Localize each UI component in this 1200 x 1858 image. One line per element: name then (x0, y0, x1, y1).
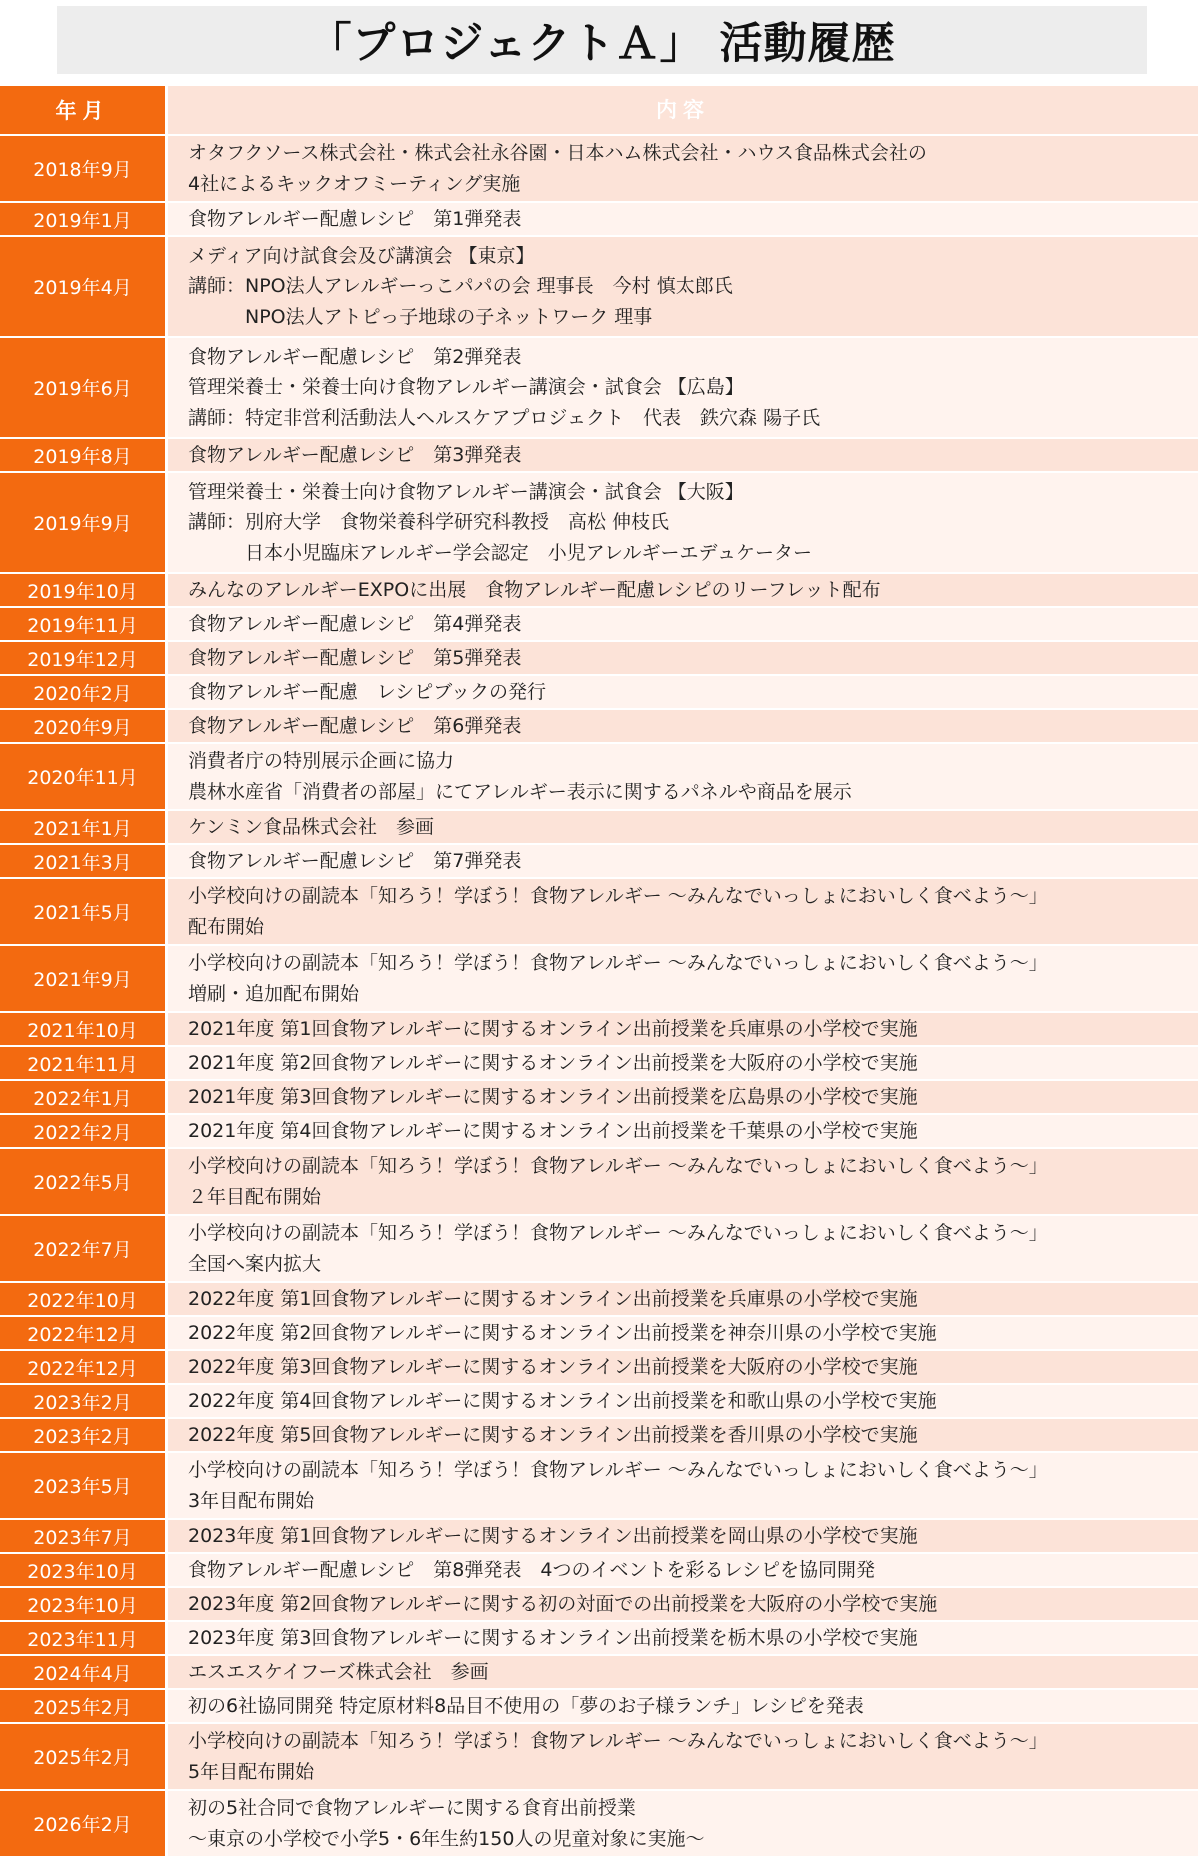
row-content (168, 1081, 1198, 1115)
row-content-line: 5年目配布開始 (188, 1760, 315, 1783)
row-content-line: 2022年度 第5回食物アレルギーに関するオンライン出前授業を香川県の小学校で実施 (188, 1423, 918, 1446)
row-content-line: NPO法人アトピっ子地球の子ネットワーク 理事 (188, 305, 653, 328)
row-date: 2025年2月 (0, 1724, 165, 1791)
row-date: 2022年12月 (0, 1317, 165, 1351)
title-bar (57, 6, 1147, 74)
row-content-line: 2022年度 第2回食物アレルギーに関するオンライン出前授業を神奈川県の小学校で実施 (188, 1321, 937, 1344)
row-content-line: 小学校向けの副読本「知ろう！学ぼう！食物アレルギー ～みんなでいっしょにおいしく食べよう～」 (188, 1730, 1048, 1752)
page-title: 「プロジェクトＡ」 活動履歴 (308, 18, 896, 69)
row-content (168, 1047, 1198, 1081)
row-content (168, 1115, 1198, 1149)
table-row (0, 203, 1200, 237)
row-content-line: 配布開始 (188, 915, 265, 938)
row-content-line: メディア向け試食会及び講演会 【東京】 (188, 244, 535, 267)
table-row (0, 1081, 1200, 1115)
row-date: 2022年10月 (0, 1283, 165, 1317)
row-content (168, 811, 1198, 845)
row-content (168, 1013, 1198, 1047)
row-content-line: 講師：特定非営利活動法人ヘルスケアプロジェクト 代表 鉄穴森 陽子氏 (188, 406, 821, 429)
row-date: 2024年4月 (0, 1656, 165, 1690)
table-row (0, 1554, 1200, 1588)
table-row (0, 1724, 1200, 1791)
row-content (168, 879, 1198, 946)
row-content (168, 237, 1198, 338)
row-date: 2019年11月 (0, 608, 165, 642)
row-content (168, 1724, 1198, 1791)
row-content (168, 473, 1198, 574)
row-content-line: 食物アレルギー配慮レシピ 第6弾発表 (188, 714, 522, 737)
table-row (0, 1351, 1200, 1385)
row-date: 2019年8月 (0, 439, 165, 473)
table-row (0, 1656, 1200, 1690)
table-row (0, 574, 1200, 608)
row-date: 2025年2月 (0, 1690, 165, 1724)
row-content-line: 小学校向けの副読本「知ろう！学ぼう！食物アレルギー ～みんなでいっしょにおいしく食べよう～」 (188, 952, 1048, 974)
row-date: 2019年4月 (0, 237, 165, 338)
row-content-line: 小学校向けの副読本「知ろう！学ぼう！食物アレルギー ～みんなでいっしょにおいしく食べよう～」 (188, 1459, 1048, 1481)
table-row (0, 642, 1200, 676)
row-content (168, 1216, 1198, 1283)
row-content (168, 1419, 1198, 1453)
row-content-line: 2023年度 第2回食物アレルギーに関する初の対面での出前授業を大阪府の小学校で実施 (188, 1592, 938, 1615)
row-date: 2023年10月 (0, 1554, 165, 1588)
row-date: 2019年10月 (0, 574, 165, 608)
row-content-line: 管理栄養士・栄養士向け食物アレルギー講演会・試食会 【広島】 (188, 376, 744, 399)
row-content (168, 676, 1198, 710)
row-date: 2023年5月 (0, 1453, 165, 1520)
table-row (0, 136, 1200, 203)
row-date: 2023年10月 (0, 1588, 165, 1622)
row-content (168, 1385, 1198, 1419)
row-date: 2021年1月 (0, 811, 165, 845)
row-content-line: 小学校向けの副読本「知ろう！学ぼう！食物アレルギー ～みんなでいっしょにおいしく食べよう～」 (188, 1222, 1048, 1244)
table-row (0, 439, 1200, 473)
row-date: 2020年11月 (0, 744, 165, 811)
table-row (0, 1419, 1200, 1453)
row-content (168, 710, 1198, 744)
table-row (0, 237, 1200, 338)
row-content (168, 845, 1198, 879)
row-content (168, 642, 1198, 676)
row-content-line: ケンミン食品株式会社 参画 (188, 815, 435, 838)
header-date: 年月 (0, 86, 165, 136)
table-row (0, 1791, 1200, 1858)
row-content-line: 全国へ案内拡大 (188, 1252, 322, 1275)
row-content (168, 338, 1198, 439)
row-content-line: 2022年度 第1回食物アレルギーに関するオンライン出前授業を兵庫県の小学校で実施 (188, 1287, 918, 1310)
row-content (168, 1656, 1198, 1690)
row-content-line: 増刷・追加配布開始 (188, 982, 360, 1005)
row-content-line: 小学校向けの副読本「知ろう！学ぼう！食物アレルギー ～みんなでいっしょにおいしく食べよう～」 (188, 885, 1048, 907)
table-row (0, 608, 1200, 642)
table-row (0, 1216, 1200, 1283)
row-content-line: みんなのアレルギーEXPOに出展 食物アレルギー配慮レシピのリーフレット配布 (188, 578, 881, 601)
row-content-line: 管理栄養士・栄養士向け食物アレルギー講演会・試食会 【大阪】 (188, 480, 744, 503)
row-content (168, 744, 1198, 811)
row-date: 2026年2月 (0, 1791, 165, 1858)
row-content-line: 3年目配布開始 (188, 1489, 315, 1512)
history-table (0, 86, 1200, 1858)
table-row (0, 744, 1200, 811)
table-row (0, 946, 1200, 1013)
row-content (168, 1453, 1198, 1520)
row-content-line: 2023年度 第1回食物アレルギーに関するオンライン出前授業を岡山県の小学校で実施 (188, 1524, 918, 1547)
table-header (0, 86, 1200, 136)
row-content-line: 2023年度 第3回食物アレルギーに関するオンライン出前授業を栃木県の小学校で実施 (188, 1626, 918, 1649)
row-content-line: ～東京の小学校で小学5・6年生約150人の児童対象に実施～ (188, 1827, 705, 1850)
row-date: 2022年12月 (0, 1351, 165, 1385)
row-content-line: 食物アレルギー配慮レシピ 第3弾発表 (188, 443, 522, 466)
row-date: 2020年9月 (0, 710, 165, 744)
row-content (168, 1283, 1198, 1317)
row-content-line: 講師：NPO法人アレルギーっこパパの会 理事長 今村 慎太郎氏 (188, 275, 733, 298)
row-date: 2023年11月 (0, 1622, 165, 1656)
row-content-line: 初の6社協同開発 特定原材料8品目不使用の「夢のお子様ランチ」レシピを発表 (188, 1694, 864, 1717)
table-row (0, 473, 1200, 574)
row-content-line: 2021年度 第2回食物アレルギーに関するオンライン出前授業を大阪府の小学校で実施 (188, 1051, 918, 1074)
row-date: 2021年9月 (0, 946, 165, 1013)
table-row (0, 338, 1200, 439)
row-date: 2019年6月 (0, 338, 165, 439)
row-content (168, 136, 1198, 203)
row-date: 2023年2月 (0, 1419, 165, 1453)
row-date: 2021年11月 (0, 1047, 165, 1081)
row-content (168, 203, 1198, 237)
row-content-line: ２年目配布開始 (188, 1185, 322, 1208)
table-row (0, 710, 1200, 744)
row-content-line: 日本小児臨床アレルギー学会認定 小児アレルギーエデュケーター (188, 541, 812, 564)
table-row (0, 676, 1200, 710)
row-date: 2021年5月 (0, 879, 165, 946)
row-content-line: 4社によるキックオフミーティング実施 (188, 172, 521, 195)
table-body (0, 136, 1200, 1858)
row-content (168, 1149, 1198, 1216)
row-content (168, 1554, 1198, 1588)
table-row (0, 811, 1200, 845)
table-row (0, 1283, 1200, 1317)
table-row (0, 1622, 1200, 1656)
table-row (0, 1013, 1200, 1047)
row-content-line: 食物アレルギー配慮レシピ 第7弾発表 (188, 849, 522, 872)
row-content-line: 食物アレルギー配慮レシピ 第1弾発表 (188, 207, 522, 230)
row-content (168, 1317, 1198, 1351)
row-content (168, 1622, 1198, 1656)
table-row (0, 1047, 1200, 1081)
row-content-line: 農林水産省「消費者の部屋」にてアレルギー表示に関するパネルや商品を展示 (188, 780, 852, 803)
row-date: 2018年9月 (0, 136, 165, 203)
row-content-line: オタフクソース株式会社・株式会社永谷園・日本ハム株式会社・ハウス食品株式会社の (188, 142, 927, 164)
table-row (0, 1588, 1200, 1622)
row-content-line: 2022年度 第3回食物アレルギーに関するオンライン出前授業を大阪府の小学校で実施 (188, 1355, 918, 1378)
row-date: 2021年3月 (0, 845, 165, 879)
row-date: 2019年1月 (0, 203, 165, 237)
row-date: 2023年7月 (0, 1520, 165, 1554)
row-content-line: 食物アレルギー配慮 レシピブックの発行 (188, 680, 546, 703)
row-content-line: 小学校向けの副読本「知ろう！学ぼう！食物アレルギー ～みんなでいっしょにおいしく食べよう～」 (188, 1155, 1048, 1177)
row-date: 2021年10月 (0, 1013, 165, 1047)
row-date: 2020年2月 (0, 676, 165, 710)
table-row (0, 1317, 1200, 1351)
table-row (0, 1149, 1200, 1216)
row-date: 2023年2月 (0, 1385, 165, 1419)
row-date: 2022年5月 (0, 1149, 165, 1216)
table-row (0, 845, 1200, 879)
row-content-line: 講師：別府大学 食物栄養科学研究科教授 高松 伸枝氏 (188, 511, 670, 534)
row-content (168, 608, 1198, 642)
table-row (0, 879, 1200, 946)
table-row (0, 1385, 1200, 1419)
row-content-line: 食物アレルギー配慮レシピ 第8弾発表 4つのイベントを彩るレシピを協同開発 (188, 1558, 875, 1581)
row-content-line: 食物アレルギー配慮レシピ 第5弾発表 (188, 646, 522, 669)
table-row (0, 1115, 1200, 1149)
row-date: 2022年1月 (0, 1081, 165, 1115)
row-content (168, 1351, 1198, 1385)
row-content-line: 食物アレルギー配慮レシピ 第4弾発表 (188, 612, 522, 635)
row-content-line: 2021年度 第3回食物アレルギーに関するオンライン出前授業を広島県の小学校で実施 (188, 1085, 918, 1108)
row-content (168, 1588, 1198, 1622)
header-content: 内容 (168, 86, 1198, 136)
row-date: 2022年7月 (0, 1216, 165, 1283)
row-content (168, 439, 1198, 473)
row-content (168, 1791, 1198, 1858)
row-content-line: 2022年度 第4回食物アレルギーに関するオンライン出前授業を和歌山県の小学校で実施 (188, 1389, 937, 1412)
row-content-line: 2021年度 第4回食物アレルギーに関するオンライン出前授業を千葉県の小学校で実施 (188, 1119, 918, 1142)
row-date: 2019年12月 (0, 642, 165, 676)
row-content-line: エスエスケイフーズ株式会社 参画 (188, 1660, 489, 1683)
row-content-line: 初の5社合同で食物アレルギーに関する食育出前授業 (188, 1797, 636, 1819)
table-row (0, 1520, 1200, 1554)
row-date: 2022年2月 (0, 1115, 165, 1149)
row-content (168, 1520, 1198, 1554)
row-date: 2019年9月 (0, 473, 165, 574)
row-content (168, 574, 1198, 608)
row-content-line: 消費者庁の特別展示企画に協力 (188, 750, 455, 772)
row-content (168, 946, 1198, 1013)
table-row (0, 1453, 1200, 1520)
row-content-line: 2021年度 第1回食物アレルギーに関するオンライン出前授業を兵庫県の小学校で実施 (188, 1017, 918, 1040)
row-content-line: 食物アレルギー配慮レシピ 第2弾発表 (188, 345, 522, 368)
table-row (0, 1690, 1200, 1724)
row-content (168, 1690, 1198, 1724)
